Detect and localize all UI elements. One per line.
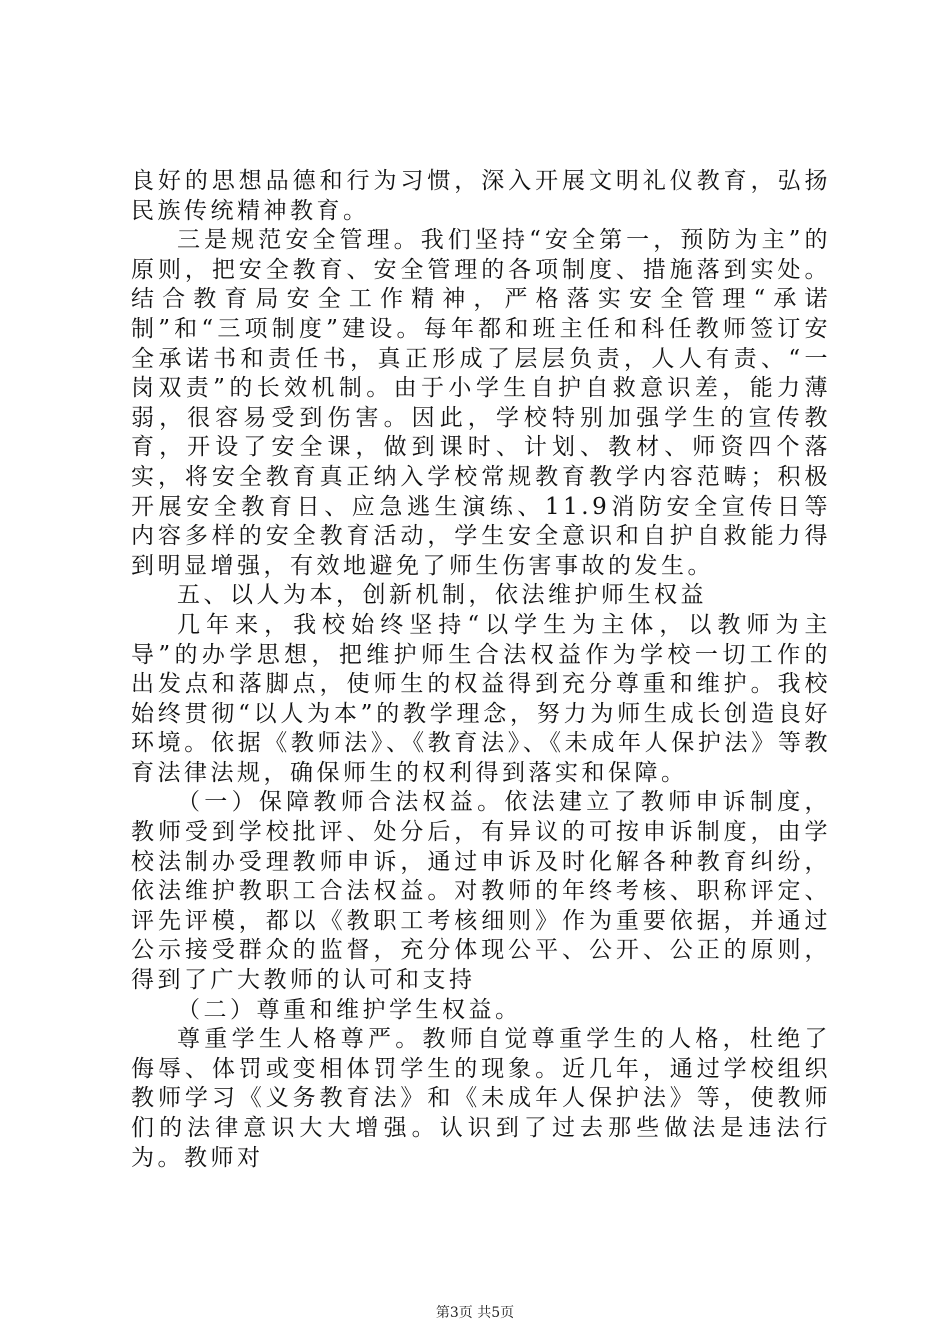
- subheading-student-rights: （二）尊重和维护学生权益。: [177, 996, 522, 1023]
- paragraph-teacher-rights: （一）保障教师合法权益。依法建立了教师申诉制度，教师受到学校批评、处分后，有异议的可按申诉制度，由学校法制办受理教师申诉，通过申诉及时化解各种教育纠纷，依法维护教职工合法权益。对教师的年终考核、职称评定、评先评模，都以《教职工考核细则》作为重要依据，并通过公示接受群众的监督，充分体现公平、公开、公正的原则，得到了广大教师的认可和支持: [131, 789, 831, 994]
- section-heading-5: 五、以人为本，创新机制，依法维护师生权益: [177, 582, 707, 609]
- paragraph-continuation: 良好的思想品德和行为习惯，深入开展文明礼仪教育，弘扬民族传统精神教育。: [131, 168, 831, 224]
- paragraph-student-dignity: 尊重学生人格尊严。教师自觉尊重学生的人格，杜绝了侮辱、体罚或变相体罚学生的现象。近几年，通过学校组织教师学习《义务教育法》和《未成年人保护法》等，使教师们的法律意识大大增强。认识到了过去那些做法是违法行为。教师对: [131, 1026, 831, 1171]
- paragraph-rights-intro: 几年来，我校始终坚持“以学生为主体，以教师为主导”的办学思想，把维护师生合法权益作为学校一切工作的出发点和落脚点，使师生的权益得到充分尊重和维护。我校始终贯彻“以人为本”的教学理念，努力为师生成长创造良好环境。依据《教师法》、《教育法》、《未成年人保护法》等教育法律法规，确保师生的权利得到落实和保障。: [131, 611, 831, 786]
- paragraph-safety-management: 三是规范安全管理。我们坚持“安全第一，预防为主”的原则，把安全教育、安全管理的各项制度、措施落到实处。结合教育局安全工作精神，严格落实安全管理“承诺制”和“三项制度”建设。每年都和班主任和科任教师签订安全承诺书和责任书，真正形成了层层负责，人人有责、“一岗双责”的长效机制。由于小学生自护自救意识差，能力薄弱，很容易受到伤害。因此，学校特别加强学生的宣传教育，开设了安全课，做到课时、计划、教材、师资四个落实，将安全教育真正纳入学校常规教育教学内容范畴；积极开展安全教育日、应急逃生演练、11.9消防安全宣传日等内容多样的安全教育活动，学生安全意识和自护自救能力得到明显增强，有效地避免了师生伤害事故的发生。: [131, 227, 831, 579]
- page-number-footer: 第3页 共5页: [435, 1305, 515, 1321]
- document-body: [131, 167, 831, 1173]
